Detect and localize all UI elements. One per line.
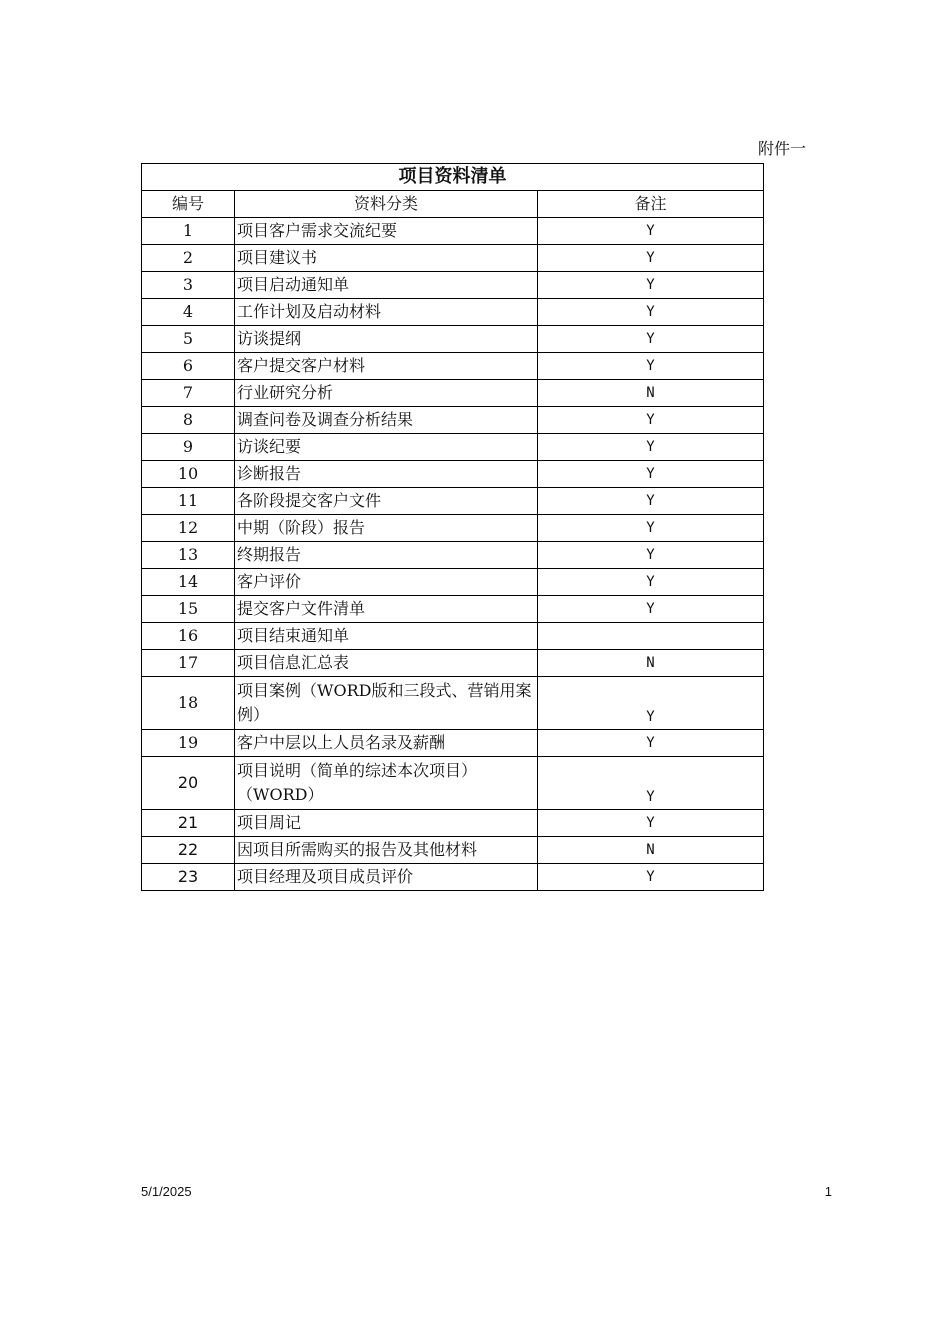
table-row [142,623,764,650]
footer-page-number: 1 [824,1184,832,1199]
table-row [142,299,764,326]
table-title: 项目资料清单 [142,164,764,191]
row-category: 诊断报告 [235,461,538,488]
row-note: Y [538,488,764,515]
row-note: Y [538,677,764,730]
table-row [142,407,764,434]
row-note [538,623,764,650]
row-category: 项目周记 [235,810,538,837]
row-number: 2 [142,245,235,272]
table-row [142,380,764,407]
table-row [142,757,764,810]
row-number: 9 [142,434,235,461]
row-note: Y [538,542,764,569]
header-category: 资料分类 [235,191,538,218]
table-row [142,245,764,272]
table-row [142,569,764,596]
row-number: 3 [142,272,235,299]
table-row [142,677,764,730]
table-row [142,515,764,542]
row-number: 13 [142,542,235,569]
row-number: 19 [142,730,235,757]
row-category: 访谈纪要 [235,434,538,461]
row-category: 终期报告 [235,542,538,569]
row-note: Y [538,757,764,810]
table-row [142,353,764,380]
table-row [142,596,764,623]
row-number: 21 [142,810,235,837]
table-row [142,272,764,299]
row-number: 4 [142,299,235,326]
row-category: 项目客户需求交流纪要 [235,218,538,245]
row-category: 客户中层以上人员名录及薪酬 [235,730,538,757]
row-number: 8 [142,407,235,434]
row-note: Y [538,353,764,380]
row-number: 7 [142,380,235,407]
table-row [142,542,764,569]
row-note: Y [538,299,764,326]
row-note: N [538,380,764,407]
table-row [142,488,764,515]
row-number: 5 [142,326,235,353]
row-category: 项目启动通知单 [235,272,538,299]
row-note: Y [538,864,764,891]
table-row [142,218,764,245]
row-note: N [538,837,764,864]
table-row [142,810,764,837]
row-category: 行业研究分析 [235,380,538,407]
row-note: Y [538,326,764,353]
row-number: 17 [142,650,235,677]
row-note: Y [538,569,764,596]
title-row [142,164,764,191]
attachment-label: 附件一 [757,139,806,158]
row-category: 调查问卷及调查分析结果 [235,407,538,434]
row-number: 22 [142,837,235,864]
row-note: Y [538,272,764,299]
header-row [142,191,764,218]
row-category: 项目信息汇总表 [235,650,538,677]
row-number: 16 [142,623,235,650]
header-no: 编号 [142,191,235,218]
row-category: 各阶段提交客户文件 [235,488,538,515]
row-note: Y [538,730,764,757]
header-note: 备注 [538,191,764,218]
row-number: 14 [142,569,235,596]
row-number: 15 [142,596,235,623]
row-note: Y [538,515,764,542]
table-row [142,434,764,461]
row-note: Y [538,596,764,623]
row-note: Y [538,434,764,461]
table-row [142,650,764,677]
row-category: 项目案例（WORD版和三段式、营销用案例） [235,677,538,730]
table-row [142,864,764,891]
row-number: 6 [142,353,235,380]
row-number: 23 [142,864,235,891]
row-number: 20 [142,757,235,810]
row-category: 提交客户文件清单 [235,596,538,623]
row-number: 10 [142,461,235,488]
row-category: 因项目所需购买的报告及其他材料 [235,837,538,864]
row-category: 项目建议书 [235,245,538,272]
row-number: 1 [142,218,235,245]
row-category: 客户提交客户材料 [235,353,538,380]
row-category: 项目经理及项目成员评价 [235,864,538,891]
row-note: Y [538,461,764,488]
row-note: Y [538,218,764,245]
table-row [142,461,764,488]
row-category: 项目结束通知单 [235,623,538,650]
row-category: 工作计划及启动材料 [235,299,538,326]
materials-table [141,163,764,891]
row-note: Y [538,245,764,272]
table-row [142,730,764,757]
row-note: N [538,650,764,677]
row-note: Y [538,810,764,837]
footer-date: 5/1/2025 [141,1184,192,1199]
row-category: 访谈提纲 [235,326,538,353]
row-category: 中期（阶段）报告 [235,515,538,542]
row-category: 项目说明（简单的综述本次项目）（WORD） [235,757,538,810]
table-row [142,326,764,353]
row-number: 12 [142,515,235,542]
table-row [142,837,764,864]
row-number: 11 [142,488,235,515]
row-category: 客户评价 [235,569,538,596]
row-note: Y [538,407,764,434]
row-number: 18 [142,677,235,730]
